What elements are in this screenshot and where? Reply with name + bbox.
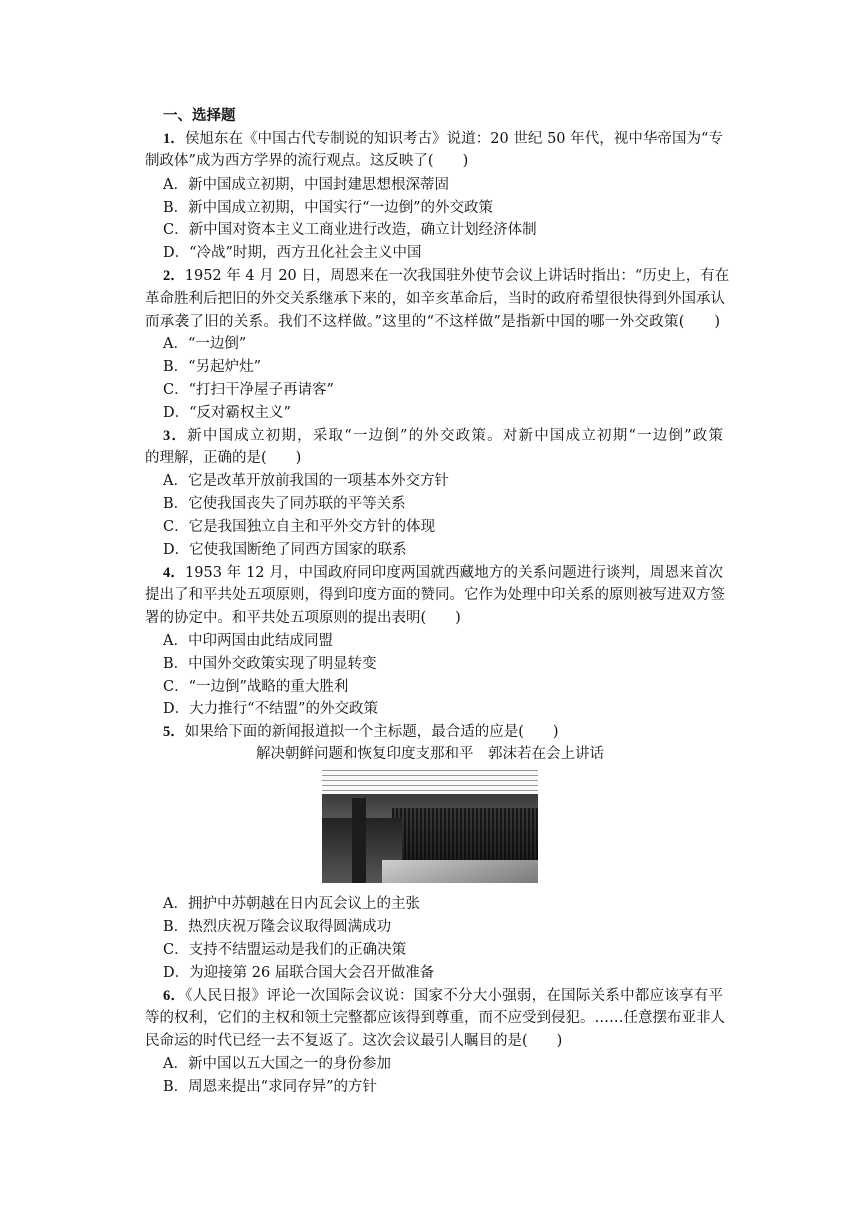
news-caption-text-image	[322, 768, 538, 794]
question-2-line-1: 2．1952 年 4 月 20 日，周恩来在一次我国驻外使节会议上讲话时指出：“历史上，有在	[163, 268, 730, 284]
question-2-option-d: D．“反对霸权主义”	[163, 405, 291, 421]
news-photo	[322, 768, 538, 883]
question-4-option-a: A．中印两国由此结成同盟	[163, 633, 333, 649]
question-4-line-1: 4．1953 年 12 月，中国政府同印度两国就西藏地方的关系问题进行谈判，周恩来首次	[163, 565, 723, 581]
question-4-option-b: B．中国外交政策实现了明显转变	[163, 656, 377, 672]
question-5-option-a: A．拥护中苏朝越在日内瓦会议上的主张	[163, 896, 420, 912]
question-1-line-1: 1．侯旭东在《中国古代专制说的知识考古》说道：20 世纪 50 年代，视中华帝国为“专	[163, 131, 724, 147]
question-6-option-b: B．周恩来提出“求同存异”的方针	[163, 1079, 377, 1095]
question-number: 5．	[163, 724, 185, 740]
section-heading: 一、选择题	[163, 107, 236, 124]
question-number: 4．	[163, 565, 186, 581]
question-3-line-2: 的理解，正确的是( )	[145, 450, 302, 466]
question-4-line-3: 署的协定中。和平共处五项原则的提出表明( )	[145, 610, 461, 626]
question-2-line-3: 而承袭了旧的关系。我们不这样做。”这里的“不这样做”是指新中国的哪一外交政策( )	[145, 314, 720, 330]
question-2-option-a: A．“一边倒”	[163, 336, 247, 352]
question-3-option-c: C．它是我国独立自主和平外交方针的体现	[163, 519, 436, 535]
question-3-option-b: B．它使我国丧失了同苏联的平等关系	[163, 496, 406, 512]
question-4-option-d: D．大力推行“不结盟”的外交政策	[163, 701, 378, 717]
question-3-line-1: 3．新中国成立初期，采取“一边倒”的外交政策。对新中国成立初期“一边倒”政策	[163, 428, 724, 444]
question-1-option-b: B．新中国成立初期，中国实行“一边倒”的外交政策	[163, 200, 493, 216]
question-6-line-1: 6．《人民日报》评论一次国际会议说：国家不分大小强弱，在国际关系中都应该享有平	[163, 988, 724, 1004]
question-number: 6．	[163, 988, 186, 1004]
question-4-option-c: C．“一边倒”战略的重大胜利	[163, 679, 349, 695]
question-number: 3．	[163, 428, 188, 444]
question-3-option-d: D．它使我国断绝了同西方国家的联系	[163, 542, 407, 558]
question-4-line-2: 提出了和平共处五项原则，得到印度方面的赞同。它作为处理中印关系的原则被写进双方签	[145, 587, 725, 603]
question-6-line-2: 等的权利，它们的主权和领土完整都应该得到尊重，而不应受到侵犯。……任意摆布亚非人	[145, 1010, 725, 1026]
question-5-option-c: C．支持不结盟运动是我们的正确决策	[163, 942, 407, 958]
question-5-option-d: D．为迎接第 26 届联合国大会召开做准备	[163, 965, 435, 981]
question-1-option-d: D．“冷战”时期，西方丑化社会主义中国	[163, 245, 422, 261]
question-2-option-b: B．“另起炉灶”	[163, 359, 261, 375]
question-2-option-c: C．“打扫干净屋子再请客”	[163, 382, 334, 398]
question-6-line-3: 民命运的时代已经一去不复返了。这次会议最引人瞩目的是( )	[145, 1033, 563, 1049]
question-number: 2．	[163, 268, 185, 284]
question-1-option-a: A．新中国成立初期，中国封建思想根深蒂固	[163, 177, 449, 193]
news-headline: 解决朝鲜问题和恢复印度支那和平 郭沫若在会上讲话	[256, 746, 604, 762]
question-1-line-2: 制政体”成为西方学界的流行观点。这反映了( )	[145, 153, 469, 169]
question-6-option-a: A．新中国以五大国之一的身份参加	[163, 1056, 391, 1072]
question-5-line-1: 5．如果给下面的新闻报道拟一个主标题，最合适的应是( )	[163, 724, 559, 740]
question-5-option-b: B．热烈庆祝万隆会议取得圆满成功	[163, 919, 392, 935]
question-2-line-2: 革命胜利后把旧的外交关系继承下来的，如辛亥革命后，当时的政府希望很快得到外国承认	[145, 291, 725, 307]
question-1-option-c: C．新中国对资本主义工商业进行改造，确立计划经济体制	[163, 222, 537, 238]
question-3-option-a: A．它是改革开放前我国的一项基本外交方针	[163, 473, 449, 489]
question-number: 1．	[163, 131, 185, 147]
